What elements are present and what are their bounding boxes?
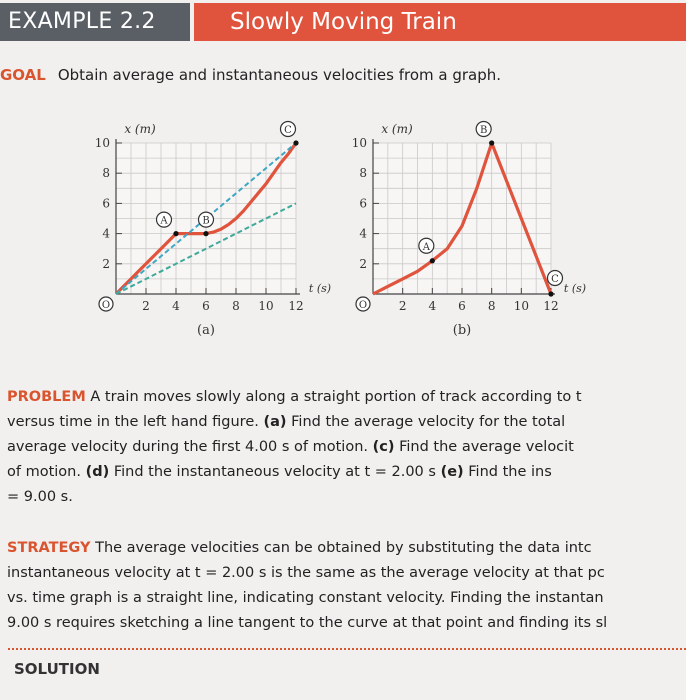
problem-line-1 [7,385,686,410]
x-tick-label: 12 [288,299,304,313]
example-header [0,0,686,42]
origin-label: O [358,300,368,311]
problem-line-2 [7,410,686,435]
y-tick-label: 4 [359,226,367,241]
chart-caption: (a) [197,323,215,338]
y-tick-label: 8 [102,166,110,181]
x-tick-label: 2 [142,299,150,313]
x-tick-label: 4 [428,299,437,313]
y-tick-label: 10 [351,136,367,150]
problem-label: PROBLEM [7,389,86,405]
point-label-c: C [551,274,559,285]
part-a-label: (a) [263,414,287,430]
x-tick-label: 4 [172,299,180,313]
point-label-a: A [160,215,168,227]
strategy-line-2: instantaneous velocity at t = 2.00 s is the same as the average velocity at that pc [7,565,605,581]
problem-text-1: A train moves slowly along a straight portion of track according to t [90,389,582,405]
problem-text-4a: of motion. [7,464,81,480]
y-tick-label: 2 [359,256,367,271]
problem-text-3a: average velocity during the first 4.00 s of motion. [7,439,369,455]
x-tick-label: 12 [543,299,559,313]
strategy-block [7,536,686,636]
goal-label: GOAL [0,66,46,84]
problem-text-2a: versus time in the left hand figure. [7,414,259,430]
section-divider [8,648,686,650]
problem-text-3b: Find the average velocit [399,439,574,455]
y-tick-label: 6 [102,196,110,211]
point-b [489,140,494,145]
problem-line-3 [7,435,686,460]
point-label-a: A [422,241,430,253]
figures [0,112,686,352]
strategy-line-4: 9.00 s requires sketching a line tangent to the curve at that point and finding its sl [7,615,608,631]
point-a [430,258,435,263]
x-axis-label: t (s) [563,282,587,295]
goal-line [0,66,501,84]
problem-block [7,385,686,510]
point-c [293,140,298,145]
part-e-label: (e) [440,464,464,480]
y-tick-label: 8 [359,166,367,181]
problem-text-4c: Find the ins [468,464,552,480]
x-axis-label: t (s) [308,282,332,295]
x-tick-label: 6 [458,299,466,313]
strategy-line-1 [7,536,686,561]
point-b [203,231,208,236]
y-tick-label: 10 [94,136,110,150]
y-tick-label: 6 [359,196,367,211]
problem-text-2b: Find the average velocity for the total [291,414,566,430]
strategy-line-3: vs. time graph is a straight line, indicating constant velocity. Finding the instantan [7,590,604,606]
y-axis-label: x (m) [381,122,413,136]
chart-caption: (b) [452,323,472,338]
x-tick-label: 8 [232,299,240,313]
problem-line-5: = 9.00 s. [7,489,73,505]
point-label-c: C [284,125,292,136]
part-c-label: (c) [372,439,395,455]
x-tick-label: 6 [202,299,210,313]
problem-text-4b: Find the instantaneous velocity at t = 2.00 s [113,464,436,480]
point-a [173,231,178,236]
strategy-label: STRATEGY [7,540,91,556]
x-tick-label: 10 [258,299,274,313]
x-tick-label: 8 [487,299,496,313]
solution-label: SOLUTION [14,660,100,678]
example-number: EXAMPLE 2.2 [0,3,190,41]
y-tick-label: 2 [102,256,110,271]
part-d-label: (d) [85,464,110,480]
point-c [548,291,553,296]
strategy-text-1: The average velocities can be obtained by substituting the data intc [95,540,592,556]
y-tick-label: 4 [102,226,110,241]
x-tick-label: 2 [398,299,407,313]
chart-b [352,122,586,339]
chart-a [95,122,331,339]
y-axis-label: x (m) [124,122,156,136]
x-tick-label: 10 [513,299,529,313]
goal-text: Obtain average and instantaneous velocities from a graph. [57,66,502,84]
example-title: Slowly Moving Train [194,3,686,41]
problem-line-4 [7,460,686,485]
point-label-b: B [202,215,210,227]
point-label-b: B [479,125,488,136]
origin-label: O [101,300,111,311]
